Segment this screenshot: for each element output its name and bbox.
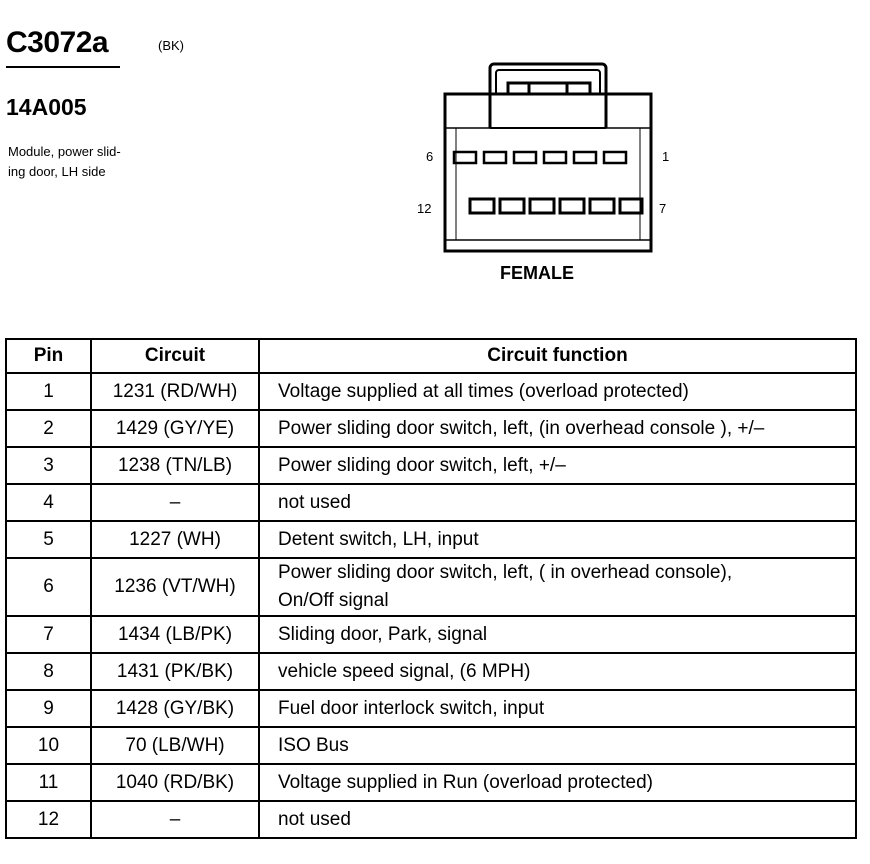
table-row [6, 616, 856, 653]
pin-label-top-right: 1 [662, 149, 670, 164]
function-cell [259, 653, 856, 690]
pin-label-top-left: 6 [426, 149, 434, 164]
circuit-cell: 1236 (VT/WH) [91, 558, 259, 616]
function-text: Power sliding door switch, left, (in overhead console ), +/– [278, 417, 765, 439]
table-row [6, 447, 856, 484]
table-row [6, 764, 856, 801]
circuit-cell: 1231 (RD/WH) [91, 373, 259, 410]
header-circuit-function: Circuit function [259, 339, 856, 373]
table-row [6, 484, 856, 521]
part-number: 14A005 [6, 94, 87, 120]
circuit-cell: – [91, 801, 259, 838]
description-line: Module, power slid- [8, 144, 121, 159]
pin-cell: 6 [6, 558, 91, 616]
circuit-cell: 1238 (TN/LB) [91, 447, 259, 484]
pin-cell: 4 [6, 484, 91, 521]
description-line: ing door, LH side [8, 164, 106, 179]
function-cell [259, 727, 856, 764]
connector-body [445, 94, 651, 251]
pin-cell: 5 [6, 521, 91, 558]
title-divider [6, 66, 120, 68]
pin-cell: 3 [6, 447, 91, 484]
function-text: Power sliding door switch, left, ( in overhead console), [278, 562, 733, 583]
header-pin: Pin [6, 339, 91, 373]
function-cell [259, 801, 856, 838]
pin-cell: 10 [6, 727, 91, 764]
function-text: Detent switch, LH, input [278, 528, 479, 550]
table-row [6, 727, 856, 764]
connector-gender: FEMALE [500, 263, 574, 283]
function-text-line2: On/Off signal [278, 590, 389, 611]
circuit-cell: 1040 (RD/BK) [91, 764, 259, 801]
function-cell [259, 410, 856, 447]
pin-cell: 1 [6, 373, 91, 410]
table-row [6, 801, 856, 838]
header-circuit: Circuit [91, 339, 259, 373]
circuit-cell: 1428 (GY/BK) [91, 690, 259, 727]
pinout-table [5, 338, 857, 839]
circuit-cell: 1431 (PK/BK) [91, 653, 259, 690]
table-row [6, 410, 856, 447]
function-cell [259, 447, 856, 484]
color-code: (BK) [158, 38, 184, 53]
circuit-cell: 1429 (GY/YE) [91, 410, 259, 447]
pin-cell: 2 [6, 410, 91, 447]
table-row [6, 690, 856, 727]
table-header-row [6, 339, 856, 373]
function-cell [259, 373, 856, 410]
function-text: Power sliding door switch, left, +/– [278, 454, 566, 476]
function-text: Voltage supplied in Run (overload protected) [278, 771, 653, 793]
table-row [6, 521, 856, 558]
function-cell [259, 764, 856, 801]
table-row [6, 373, 856, 410]
function-text: Voltage supplied at all times (overload protected) [278, 380, 689, 402]
table-row [6, 653, 856, 690]
pin-cell: 9 [6, 690, 91, 727]
function-cell [259, 690, 856, 727]
function-cell [259, 484, 856, 521]
function-cell [259, 521, 856, 558]
function-text: Fuel door interlock switch, input [278, 697, 545, 719]
function-text: vehicle speed signal, (6 MPH) [278, 660, 531, 682]
function-cell [259, 616, 856, 653]
connector-description [8, 142, 168, 182]
table-row [6, 558, 856, 616]
circuit-cell: 1227 (WH) [91, 521, 259, 558]
pin-label-bottom-left: 12 [417, 201, 432, 216]
circuit-cell: 70 (LB/WH) [91, 727, 259, 764]
pin-label-bottom-right: 7 [659, 201, 667, 216]
function-text: not used [278, 808, 351, 830]
circuit-cell: – [91, 484, 259, 521]
pin-cell: 8 [6, 653, 91, 690]
connector-face-diagram [400, 50, 690, 265]
function-text: not used [278, 491, 351, 513]
function-text: Sliding door, Park, signal [278, 623, 488, 645]
function-cell [259, 558, 856, 616]
pin-cell: 12 [6, 801, 91, 838]
function-text: ISO Bus [278, 734, 349, 756]
pin-cell: 7 [6, 616, 91, 653]
connector-id: C3072a [6, 26, 109, 59]
circuit-cell: 1434 (LB/PK) [91, 616, 259, 653]
pin-cell: 11 [6, 764, 91, 801]
